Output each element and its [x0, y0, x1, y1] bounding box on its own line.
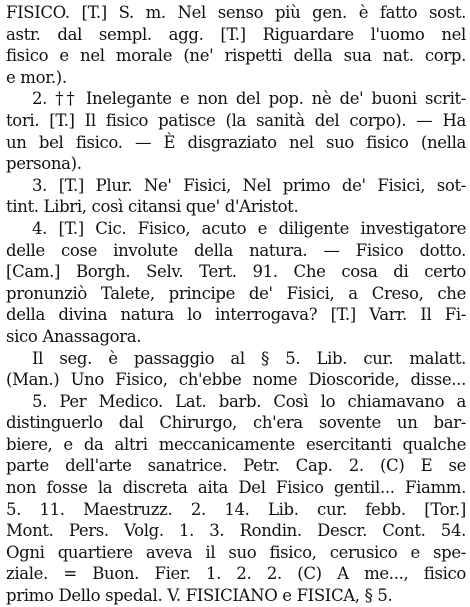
- entry-line: astr. dal sempl. agg. [T.] Riguardare l'uomo nel: [6, 24, 466, 44]
- entry-line: ziale. = Buon. Fier. 1. 2. 2. (C) A me..., fisico: [6, 564, 466, 584]
- entry-line: distinguerlo dal Chirurgo, ch'era sovente un bar-: [6, 413, 466, 433]
- entry-line: pronunziò Talete, principe de' Fisici, a Creso, che: [6, 283, 466, 303]
- entry-line: Ogni quartiere aveva il suo fisico, cerusico e spe-: [6, 542, 466, 562]
- entry-line: 3. [T.] Plur. Ne' Fisici, Nel primo de' Fisici, sot-: [32, 175, 466, 195]
- entry-line: non fosse la discreta aita Del Fisico gentil... Fiamm.: [6, 478, 466, 498]
- entry-line: sico Anassagora.: [6, 326, 142, 346]
- entry-line: tori. [T.] Il fisico patisce (la sanità del corpo). — Ha: [6, 110, 466, 130]
- entry-line: parte dell'arte sanatrice. Petr. Cap. 2. (C) E se: [6, 456, 466, 476]
- entry-line: Mont. Pers. Volg. 1. 3. Rondin. Descr. Cont. 54.: [6, 521, 466, 541]
- entry-line: fisico e nel morale (ne' rispetti della sua nat. corp.: [6, 46, 466, 66]
- entry-line: primo Dello spedal. V. FISICIANO e FISICA, § 5.: [6, 586, 393, 606]
- entry-line: 5. 11. Maestruzz. 2. 14. Lib. cur. febb. [Tor.]: [6, 499, 466, 519]
- entry-line: 4. [T.] Cic. Fisico, acuto e diligente investigatore: [32, 218, 466, 238]
- entry-line: (Man.) Uno Fisico, ch'ebbe nome Dioscoride, disse...: [6, 370, 466, 390]
- entry-line: un bel fisico. — È disgraziato nel suo fisico (nella: [6, 132, 466, 152]
- entry-line: e mor.).: [6, 67, 67, 87]
- entry-line: persona).: [6, 154, 82, 174]
- entry-line: delle cose involute della natura. — Fisico dotto.: [6, 240, 466, 260]
- dictionary-entry: [6, 2, 466, 607]
- entry-line: della divina natura lo interrogava? [T.] Varr. Il Fi-: [6, 305, 466, 325]
- entry-line: tint. Libri, così citansi que' d'Aristot.: [6, 197, 299, 217]
- entry-line: [Cam.] Borgh. Selv. Tert. 91. Che cosa di certo: [6, 262, 466, 282]
- entry-line: Il seg. è passaggio al § 5. Lib. cur. malatt.: [32, 348, 466, 368]
- entry-line: biere, e da altri meccanicamente esercitanti qualche: [6, 434, 466, 454]
- entry-line: FISICO. [T.] S. m. Nel senso più gen. è fatto sost.: [6, 3, 466, 22]
- entry-line: 2. †† Inelegante e non del pop. nè de' buoni scrit-: [32, 89, 466, 109]
- entry-line: 5. Per Medico. Lat. barb. Così lo chiamavano a: [32, 391, 466, 411]
